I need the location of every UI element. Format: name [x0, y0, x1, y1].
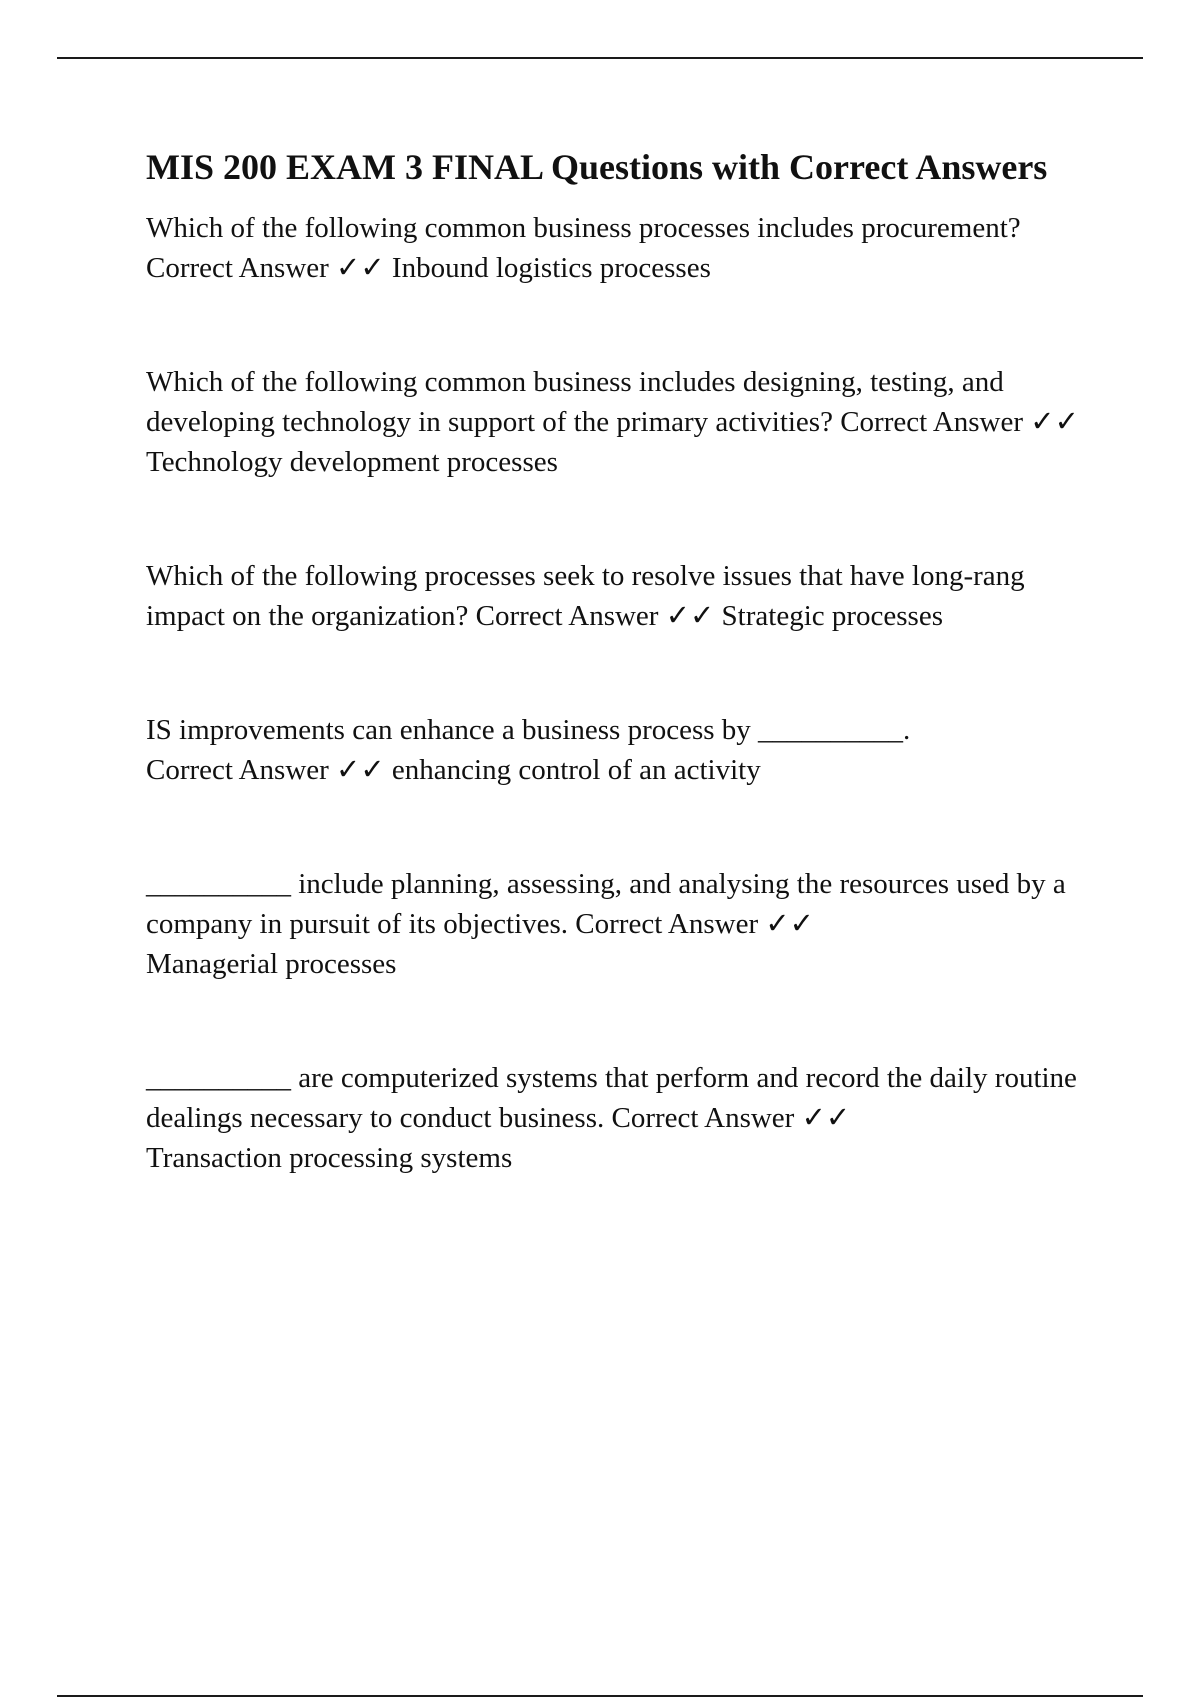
qa-entry-3	[146, 556, 1086, 636]
answer-text: Strategic processes	[721, 600, 943, 632]
qa-entry-4	[146, 710, 1086, 790]
answer-label: Correct Answer ✓✓	[146, 754, 385, 786]
answer-text: Inbound logistics processes	[391, 252, 711, 284]
document-title: MIS 200 EXAM 3 FINAL Questions with Correct Answers	[146, 147, 1048, 187]
top-divider	[57, 57, 1143, 59]
question-text: Which of the following common business processes includes procurement?	[146, 212, 1021, 244]
question-text: __________ are computerized systems that perform and record the daily routine dealings necessary to conduct business.	[146, 1062, 1085, 1134]
question-text: __________ include planning, assessing, and analysing the resources used by a company in pursuit of its objectives.	[146, 868, 1074, 940]
answer-text: Technology development processes	[146, 446, 558, 478]
answer-text: Managerial processes	[146, 948, 397, 980]
answer-label: Correct Answer ✓✓	[475, 600, 715, 632]
answer-label: Correct Answer ✓✓	[840, 406, 1079, 438]
answer-text: Transaction processing systems	[146, 1142, 513, 1174]
answer-text: enhancing control of an activity	[391, 754, 761, 786]
answer-label: Correct Answer ✓✓	[611, 1102, 851, 1134]
qa-entry-6	[146, 1058, 1086, 1178]
qa-entry-5	[146, 864, 1086, 984]
question-text: IS improvements can enhance a business process by __________.	[146, 714, 911, 746]
qa-entry-2	[146, 362, 1086, 482]
answer-label: Correct Answer ✓✓	[575, 908, 814, 940]
document-body	[146, 142, 1086, 1178]
qa-entry-1	[146, 208, 1086, 288]
answer-label: Correct Answer ✓✓	[146, 252, 385, 284]
question-text: Which of the following processes seek to resolve issues that have long-rang impact on the organization?	[146, 560, 1032, 632]
bottom-divider	[57, 1695, 1143, 1697]
question-text: Which of the following common business includes designing, testing, and developing technology in support of the primary activities?	[146, 366, 1012, 438]
